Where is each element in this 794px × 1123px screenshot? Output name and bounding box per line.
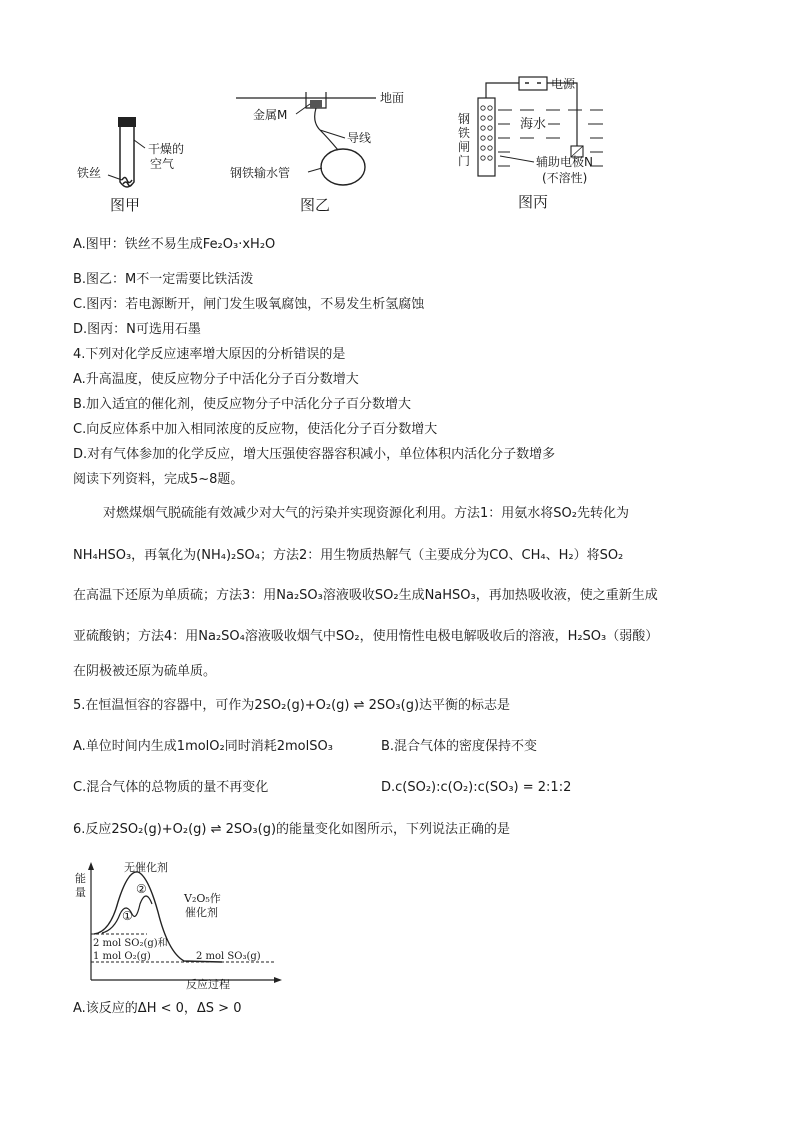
q4-option-c: C.向反应体系中加入相同浓度的反应物，使活化分子百分数增大 (73, 422, 438, 437)
q3-option-d: D.图丙：N可选用石墨 (73, 322, 201, 337)
connecting-wire (315, 108, 338, 150)
steel-pipe (321, 149, 365, 185)
caption-jia: 图甲 (110, 196, 141, 214)
label-insoluble: (不溶性) (542, 171, 588, 185)
label-dry: 干燥的 (148, 142, 185, 156)
q5-option-a: A.单位时间内生成1molO₂同时消耗2molSO₃ (73, 739, 333, 754)
q4-option-a: A.升高温度，使反应物分子中活化分子百分数增大 (73, 372, 359, 387)
q6-option-a: A.该反应的ΔH < 0，ΔS > 0 (73, 1001, 242, 1016)
label-gate-1: 钢 (458, 112, 471, 126)
reading-p5: 在阴极被还原为硫单质。 (73, 664, 217, 679)
label-catalyst-2: 催化剂 (185, 906, 218, 919)
q3-option-b: B.图乙：M不一定需要比铁活泼 (73, 272, 254, 287)
y-label-2: 量 (75, 886, 86, 899)
label-product: 2 mol SO₃(g) (196, 951, 261, 962)
power-supply (519, 77, 547, 90)
caption-yi: 图乙 (300, 196, 331, 214)
mark-1: ① (122, 909, 133, 923)
label-gate-2: 铁 (458, 126, 471, 140)
reading-p3: 在高温下还原为单质硫；方法3：用Na₂SO₃溶液吸收SO₂生成NaHSO₃，再加热吸收液，使之重新生成 (73, 588, 658, 603)
label-catalyst-1: V₂O₅作 (184, 892, 221, 905)
pipe-pointer (308, 168, 322, 172)
figure-jia (77, 117, 184, 214)
label-reactant-2: 1 mol O₂(g) (93, 951, 151, 962)
q6-stem: 6.反应2SO₂(g)+O₂(g) ⇌ 2SO₃(g)的能量变化如图所示，下列说法正确的是 (73, 822, 511, 837)
label-reactant-1: 2 mol SO₂(g)和 (93, 938, 168, 949)
iron-wire-coil (122, 178, 132, 187)
x-label: 反应过程 (186, 978, 230, 990)
y-label-1: 能 (75, 872, 86, 885)
q5-option-d: D.c(SO₂):c(O₂):c(SO₃) = 2:1:2 (381, 780, 572, 795)
energy-diagram (72, 852, 292, 990)
label-power: 电源 (551, 77, 576, 91)
q4-stem: 4.下列对化学反应速率增大原因的分析错误的是 (73, 347, 346, 362)
label-metal-m: 金属M (253, 108, 288, 122)
dry-air-pointer (134, 140, 145, 148)
mark-2: ② (136, 882, 147, 896)
metal-pointer (296, 104, 310, 114)
q5-option-c: C.混合气体的总物质的量不再变化 (73, 780, 269, 795)
q5-stem: 5.在恒温恒容的容器中，可作为2SO₂(g)+O₂(g) ⇌ 2SO₃(g)达平衡的标志是 (73, 698, 511, 713)
reading-p1: 对燃煤烟气脱硫能有效减少对大气的污染并实现资源化利用。方法1：用氨水将SO₂先转化为 (103, 506, 629, 521)
test-tube-stopper (118, 117, 136, 127)
electrode-pointer (500, 156, 534, 162)
label-no-catalyst: 无催化剂 (124, 861, 168, 874)
metal-m-block (310, 100, 322, 108)
label-gate-3: 闸 (458, 140, 471, 154)
label-ground: 地面 (380, 91, 405, 105)
q3-option-c: C.图丙：若电源断开，闸门发生吸氧腐蚀，不易发生析氢腐蚀 (73, 297, 425, 312)
q4-option-b: B.加入适宜的催化剂，使反应物分子中活化分子百分数增大 (73, 397, 412, 412)
figure-bing (458, 76, 603, 211)
label-seawater: 海水 (520, 117, 547, 132)
test-tube (120, 127, 134, 187)
circuit-wire (486, 83, 577, 146)
label-aux-electrode: 辅助电极N (536, 155, 593, 169)
label-wire: 导线 (347, 131, 372, 145)
label-air: 空气 (150, 157, 175, 171)
x-axis-arrow (274, 977, 282, 983)
steel-gate (478, 98, 495, 176)
figure-yi (230, 90, 404, 214)
label-gate-4: 门 (458, 154, 471, 168)
q3-option-a: A.图甲：铁丝不易生成Fe₂O₃·xH₂O (73, 237, 276, 252)
label-pipe: 钢铁输水管 (230, 166, 291, 180)
reading-p2: NH₄HSO₃，再氧化为(NH₄)₂SO₄；方法2：用生物质热解气（主要成分为CO、CH₄、H₂）将SO₂ (73, 548, 624, 563)
top-figures (0, 0, 794, 225)
caption-bing: 图丙 (518, 193, 549, 211)
reading-p4: 亚硫酸钠；方法4：用Na₂SO₄溶液吸收烟气中SO₂，使用惰性电极电解吸收后的溶液，H₂SO₃（弱酸） (73, 629, 659, 644)
label-iron-wire: 铁丝 (77, 166, 102, 180)
y-axis-arrow (88, 862, 94, 870)
q5-option-b: B.混合气体的密度保持不变 (381, 739, 538, 754)
q4-option-d: D.对有气体参加的化学反应，增大压强使容器容积减小，单位体积内活化分子数增多 (73, 447, 556, 462)
reading-intro: 阅读下列资料，完成5~8题。 (73, 472, 244, 487)
